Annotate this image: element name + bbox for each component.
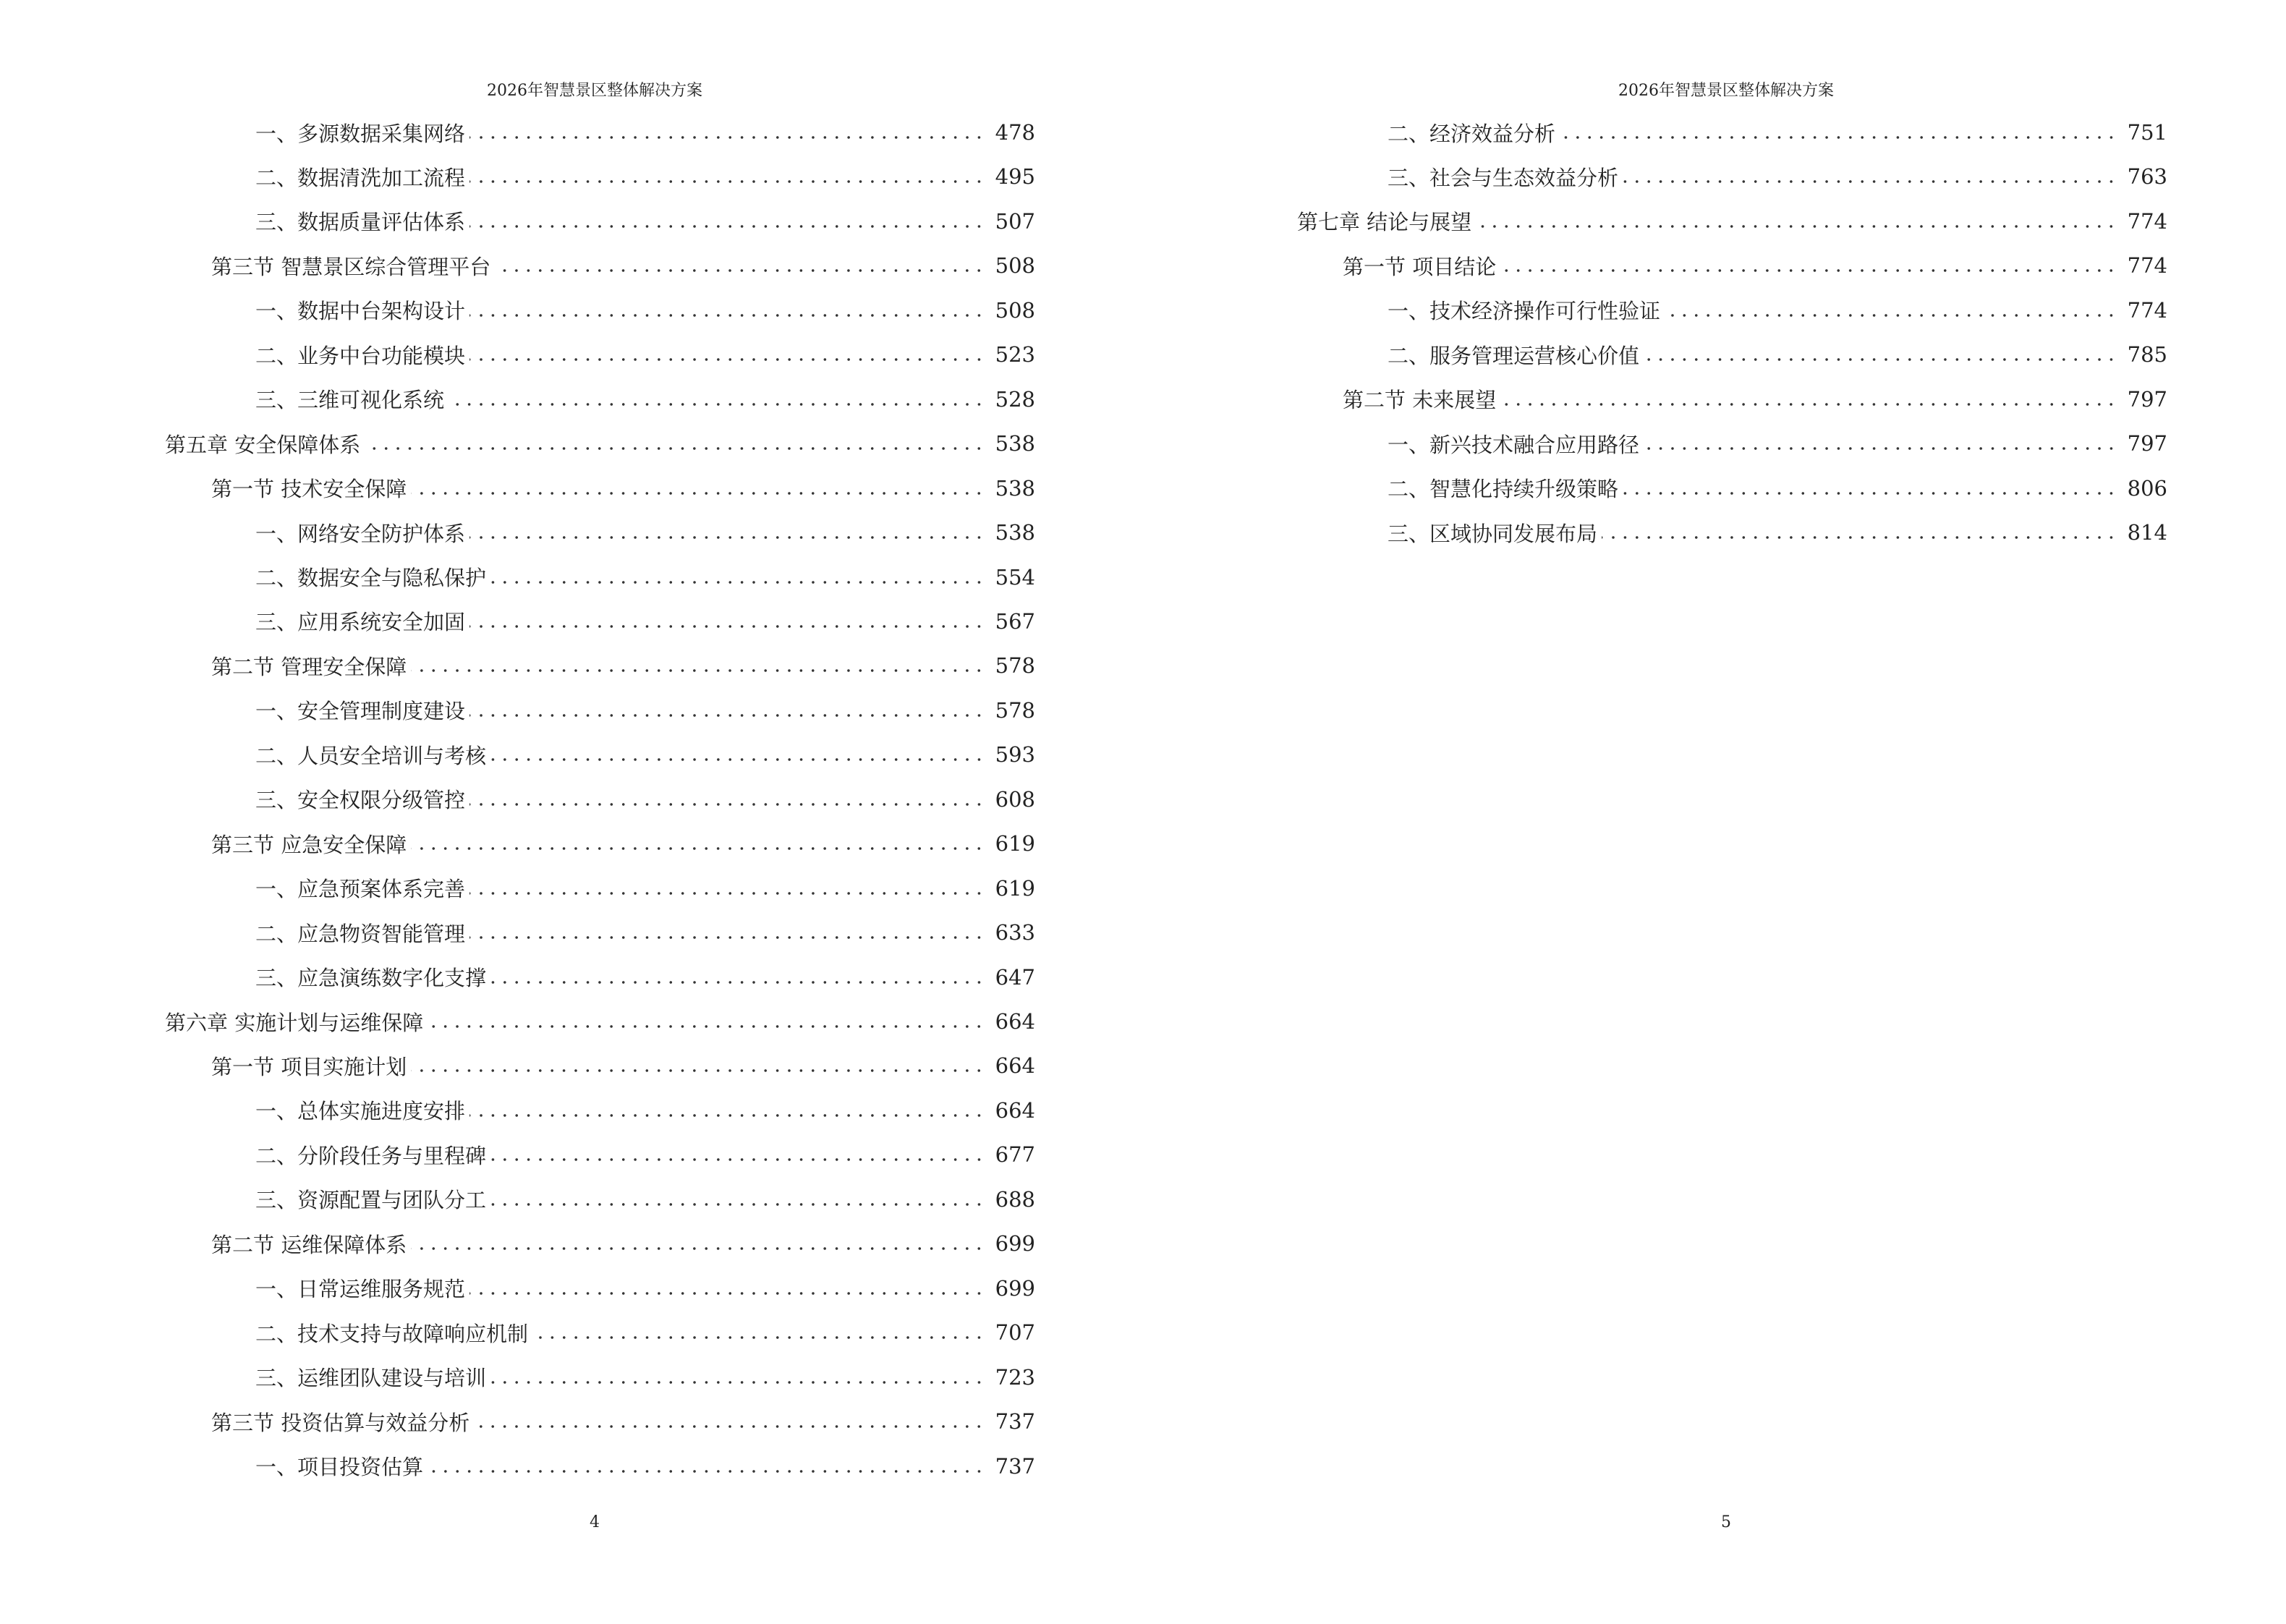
dot-leader [365,447,985,450]
toc-entry-title: 三、应用系统安全加固 [255,610,466,635]
dot-leader [1623,180,2117,183]
toc-entry-page: 785 [2127,342,2167,367]
toc-entry-title: 一、安全管理制度建设 [255,699,466,724]
page-number: 5 [1721,1513,1731,1531]
toc-entry-title: 第三节 投资估算与效益分析 [211,1410,470,1435]
toc-entry[interactable] [255,511,1035,554]
toc-entry-page: 737 [995,1453,1035,1479]
toc-entry[interactable] [211,1400,1035,1443]
dot-leader [469,358,985,361]
dot-leader [469,892,985,895]
toc-entry-page: 554 [995,564,1035,590]
dot-leader [490,981,985,984]
toc-entry-title: 三、社会与生态效益分析 [1388,165,1619,190]
toc-entry-page: 763 [2127,164,2167,190]
toc-entry-page: 814 [2127,520,2167,545]
toc-entry[interactable] [1388,155,2167,198]
toc-entry[interactable] [1297,200,2167,243]
dot-leader [428,1025,985,1028]
dot-leader [411,847,985,850]
toc-entry-title: 一、应急预案体系完善 [255,877,466,902]
toc-entry-title: 第二节 未来展望 [1343,388,1497,413]
toc-entry[interactable] [255,1267,1035,1310]
toc-entry-title: 一、多源数据采集网络 [255,121,466,146]
dot-leader [469,536,985,539]
toc-entry-page: 806 [2127,475,2167,501]
toc-entry[interactable] [255,111,1035,154]
dot-leader [469,180,985,183]
dot-leader [469,1114,985,1117]
toc-entry-page: 507 [995,208,1035,234]
toc-entry-page: 797 [2127,431,2167,456]
toc-entry-title: 二、技术支持与故障响应机制 [255,1321,529,1346]
toc-entry[interactable] [255,378,1035,421]
toc-entry[interactable] [1388,467,2167,510]
toc-entry-title: 第五章 安全保障体系 [165,432,361,457]
toc-entry[interactable] [255,1445,1035,1488]
dot-leader [1665,314,2117,317]
toc-entry-title: 第六章 实施计划与运维保障 [165,1010,424,1035]
dot-leader [490,1203,985,1206]
toc-entry[interactable] [255,289,1035,332]
toc-entry-title: 二、数据安全与隐私保护 [255,566,487,590]
toc-entry-page: 774 [2127,297,2167,323]
toc-entry-page: 774 [2127,253,2167,279]
toc-entry-title: 二、人员安全培训与考核 [255,743,487,768]
toc-entry-page: 528 [995,386,1035,412]
toc-entry-page: 699 [995,1231,1035,1257]
toc-entry[interactable] [255,689,1035,732]
toc-entry-page: 707 [995,1320,1035,1345]
toc-entry[interactable] [255,867,1035,910]
toc-entry-page: 647 [995,964,1035,990]
toc-entry[interactable] [165,422,1035,465]
toc-entry-page: 578 [995,697,1035,723]
toc-entry-page: 774 [2127,208,2167,234]
toc-entry-page: 723 [995,1364,1035,1390]
dot-leader [474,1425,985,1428]
toc-entry-title: 三、资源配置与团队分工 [255,1188,487,1213]
toc-entry-title: 一、数据中台架构设计 [255,299,466,324]
toc-entry-page: 619 [995,831,1035,856]
dot-leader [1644,358,2117,361]
toc-entry-title: 三、三维可视化系统 [255,388,445,413]
toc-entry-page: 677 [995,1142,1035,1168]
dot-leader [1644,447,2117,450]
dot-leader [469,314,985,317]
page-header: 2026年智慧景区整体解决方案 [1618,82,1834,100]
toc-entry[interactable] [211,1044,1035,1087]
toc-entry[interactable] [165,1000,1035,1043]
toc-entry-title: 一、总体实施进度安排 [255,1099,466,1124]
toc-entry[interactable] [211,822,1035,865]
dot-leader [1500,403,2117,406]
dot-leader [469,625,985,628]
dot-leader [532,1336,985,1339]
dot-leader [1476,225,2117,228]
toc-entry-page: 538 [995,475,1035,501]
toc-entry-page: 688 [995,1186,1035,1212]
toc-entry-page: 664 [995,1097,1035,1123]
toc-entry[interactable] [255,778,1035,821]
toc-entry-page: 495 [995,164,1035,190]
toc-entry-title: 二、业务中台功能模块 [255,343,466,368]
page-number: 4 [590,1513,600,1531]
toc-entry-page: 737 [995,1409,1035,1434]
toc-entry-page: 664 [995,1009,1035,1034]
toc-entry[interactable] [1388,289,2167,332]
toc-entry[interactable] [211,644,1035,687]
toc-entry-page: 619 [995,875,1035,901]
toc-entry-page: 538 [995,431,1035,456]
toc-entry[interactable] [211,244,1035,287]
toc-entry-title: 二、数据清洗加工流程 [255,165,466,190]
toc-entry-page: 478 [995,120,1035,145]
page-header: 2026年智慧景区整体解决方案 [487,82,702,100]
toc-entry-page: 608 [995,786,1035,812]
dot-leader [490,1381,985,1384]
dot-leader [411,492,985,495]
toc-entry-title: 三、运维团队建设与培训 [255,1366,487,1391]
toc-entry[interactable] [211,467,1035,510]
toc-entry[interactable] [255,956,1035,999]
dot-leader [490,758,985,761]
toc-entry-title: 三、区域协同发展布局 [1388,521,1598,546]
toc-entry[interactable] [255,911,1035,954]
toc-entry[interactable] [255,556,1035,599]
toc-entry-page: 593 [995,742,1035,768]
toc-entry-title: 第三节 智慧景区综合管理平台 [211,254,491,279]
toc-entry-page: 699 [995,1275,1035,1301]
toc-entry[interactable] [1343,378,2167,421]
toc-entry-page: 797 [2127,386,2167,412]
toc-entry-title: 三、安全权限分级管控 [255,788,466,813]
toc-entry[interactable] [1388,333,2167,376]
dot-leader [490,1158,985,1161]
toc-entry[interactable] [255,200,1035,243]
dot-leader [469,714,985,717]
dot-leader [490,581,985,584]
toc-entry[interactable] [255,1178,1035,1221]
dot-leader [469,936,985,939]
toc-entry-title: 一、日常运维服务规范 [255,1277,466,1302]
toc-entry[interactable] [255,1356,1035,1399]
dot-leader [428,1470,985,1473]
dot-leader [1500,269,2117,272]
dot-leader [495,269,985,272]
toc-entry[interactable] [255,1311,1035,1354]
dot-leader [1560,136,2117,139]
dot-leader [1623,492,2117,495]
toc-entry-page: 523 [995,342,1035,367]
toc-entry-page: 664 [995,1053,1035,1079]
dot-leader [1602,536,2117,539]
toc-entry-title: 二、应急物资智能管理 [255,921,466,946]
toc-entry-page: 633 [995,920,1035,945]
dot-leader [449,403,985,406]
toc-entry-title: 第二节 管理安全保障 [211,654,407,679]
toc-entry[interactable] [255,600,1035,643]
toc-entry-page: 578 [995,653,1035,679]
dot-leader [469,225,985,228]
toc-entry[interactable] [255,155,1035,198]
toc-entry-title: 第一节 技术安全保障 [211,477,407,502]
dot-leader [469,136,985,139]
toc-entry[interactable] [1343,244,2167,287]
toc-entry-title: 一、网络安全防护体系 [255,521,466,546]
toc-entry-title: 一、技术经济操作可行性验证 [1388,299,1661,324]
toc-entry-title: 二、服务管理运营核心价值 [1388,343,1640,368]
toc-entry[interactable] [1388,511,2167,554]
toc-entry[interactable] [255,1089,1035,1132]
toc-entry[interactable] [211,1222,1035,1265]
toc-entry[interactable] [255,333,1035,376]
toc-entry-title: 二、智慧化持续升级策略 [1388,477,1619,502]
toc-entry-title: 一、项目投资估算 [255,1455,424,1479]
toc-entry-page: 508 [995,253,1035,279]
toc-entry-title: 第三节 应急安全保障 [211,832,407,857]
toc-entry[interactable] [255,1133,1035,1176]
dot-leader [469,803,985,806]
toc-entry-page: 751 [2127,120,2167,145]
toc-entry-page: 508 [995,297,1035,323]
dot-leader [411,1069,985,1072]
toc-entry-title: 三、应急演练数字化支撑 [255,966,487,991]
toc-entry[interactable] [255,733,1035,776]
dot-leader [469,1292,985,1295]
dot-leader [411,1247,985,1250]
toc-entry[interactable] [1388,111,2167,154]
toc-entry-title: 第二节 运维保障体系 [211,1232,407,1257]
toc-entry-title: 第七章 结论与展望 [1297,210,1472,235]
toc-entry-title: 第一节 项目实施计划 [211,1054,407,1079]
toc-entry-title: 二、分阶段任务与里程碑 [255,1143,487,1168]
page-right [1143,0,2286,1624]
toc-entry-page: 567 [995,608,1035,634]
toc-entry[interactable] [1388,422,2167,465]
toc-entry-title: 三、数据质量评估体系 [255,210,466,235]
toc-entry-title: 二、经济效益分析 [1388,121,1556,146]
toc-entry-title: 第一节 项目结论 [1343,254,1497,279]
dot-leader [411,669,985,672]
toc-entry-page: 538 [995,520,1035,545]
toc-entry-title: 一、新兴技术融合应用路径 [1388,432,1640,457]
